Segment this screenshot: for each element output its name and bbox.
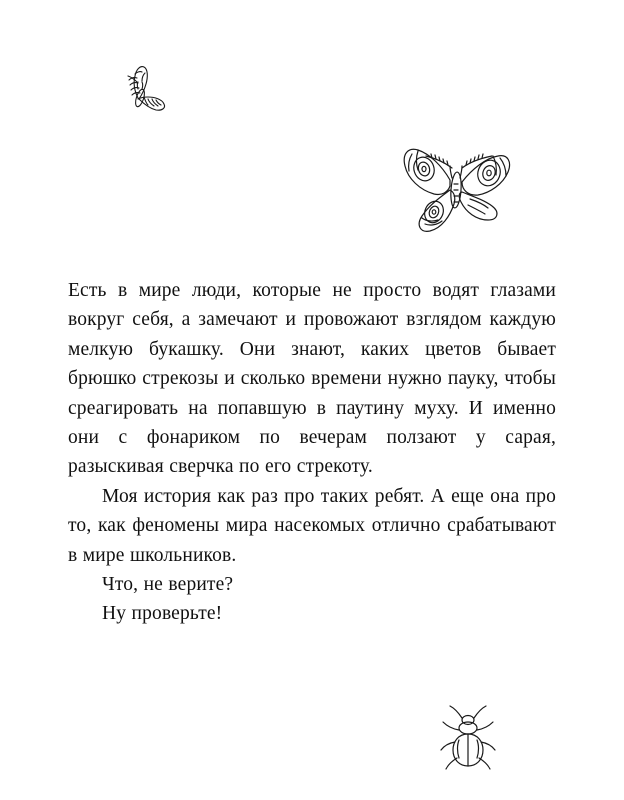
moth-illustration [104,58,176,124]
paragraph-3: Что, не верите? [102,574,234,596]
paragraph-4: Ну проверьте! [102,603,223,625]
beetle-illustration [436,700,500,774]
paragraph-2: Моя история как раз про таких ребят. А еще она про то, как феномены мира насекомых отлично срабатывают в мире школьников. [68,485,556,566]
paragraph-1: Есть в мире люди, которые не просто водят глазами вокруг себя, а замечают и провожают взглядом каждую мелкую букашку. Они знают, каких цветов бывает брюшко стрекозы и сколько времени нужно пауку, чтобы среагировать на попавшую в паутину муху. И именно они с фонариком по вечерам ползают у сарая, разыскивая сверчка по его стрекоту. [68,280,556,478]
page-text [68,276,556,629]
peacock-moth-illustration [392,138,520,250]
